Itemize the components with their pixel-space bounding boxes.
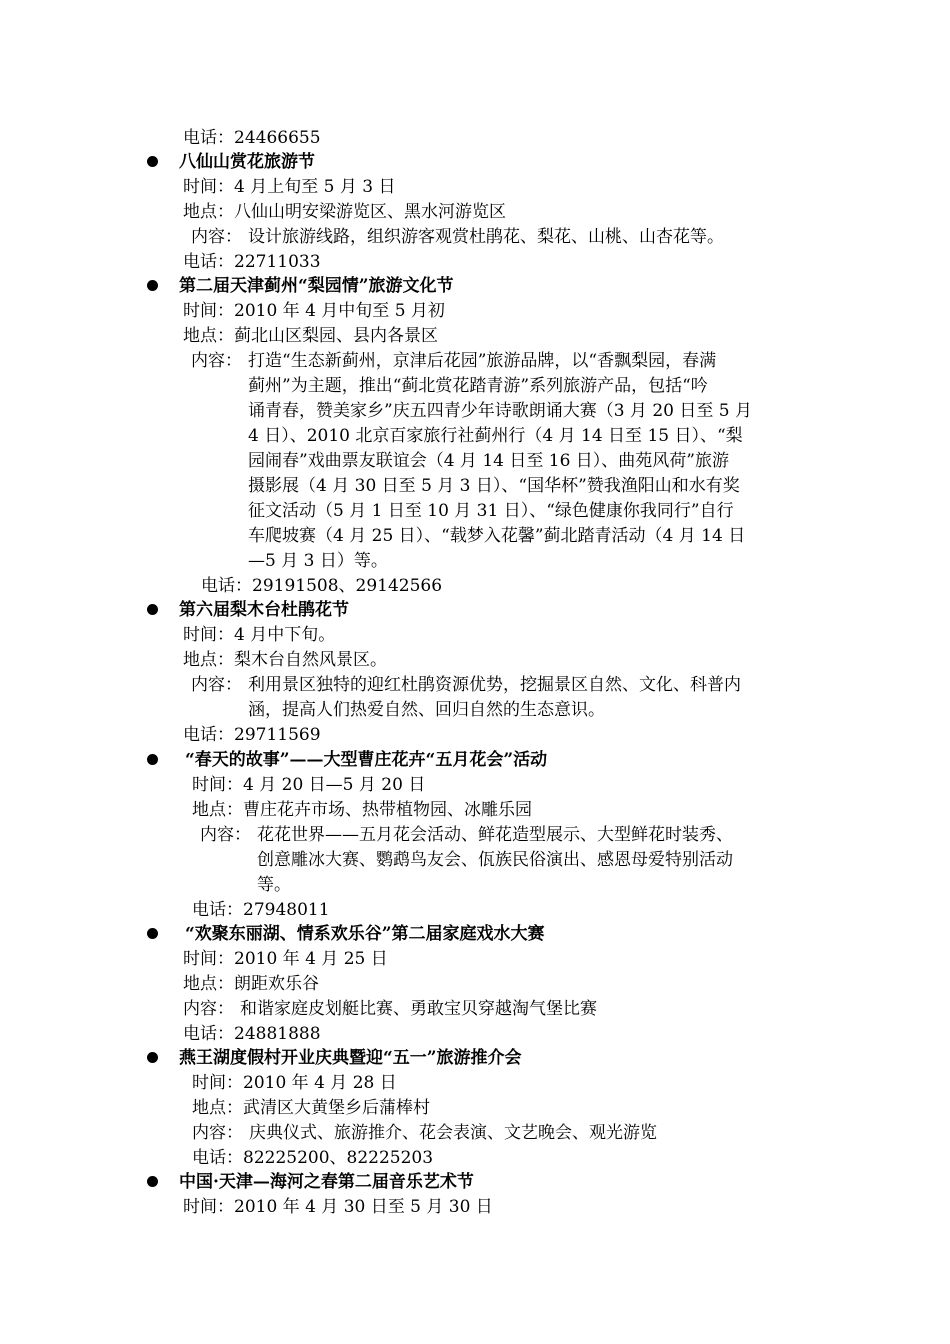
content-text-line: 4 日）、2010 北京百家旅行社蓟州行（4 月 14 日至 15 日）、“梨 <box>248 426 743 446</box>
content-text-line: 车爬坡赛（4 月 25 日）、“载梦入花馨”蓟北踏青活动（4 月 14 日 <box>248 526 746 546</box>
time-line: 时间：4 月 20 日—5 月 20 日 <box>192 775 426 795</box>
event-title: 八仙山赏花旅游节 <box>179 152 315 172</box>
content-text: 设计旅游线路，组织游客观赏杜鹃花、梨花、山桃、山杏花等。 <box>248 227 724 247</box>
content-text: 和谐家庭皮划艇比赛、勇敢宝贝穿越淘气堡比赛 <box>240 999 597 1019</box>
event-title: 燕王湖度假村开业庆典暨迎“五一”旅游推介会 <box>179 1048 522 1068</box>
content-text-line: 蓟州”为主题，推出“蓟北赏花踏青游”系列旅游产品，包括“吟 <box>248 376 708 396</box>
content-text-line: —5 月 3 日）等。 <box>248 551 388 571</box>
content-text-line: 涵，提高人们热爱自然、回归自然的生态意识。 <box>248 700 605 720</box>
place-line: 地点：八仙山明安梁游览区、黑水河游览区 <box>183 202 506 222</box>
phone-line: 电话：29711569 <box>183 725 321 745</box>
time-line: 时间：4 月上旬至 5 月 3 日 <box>183 177 396 197</box>
content-text-line: 利用景区独特的迎红杜鹃资源优势，挖掘景区自然、文化、科普内 <box>248 675 741 695</box>
bullet-icon <box>147 156 158 167</box>
bullet-icon <box>147 754 158 765</box>
content-text-line: 园闹春”戏曲票友联谊会（4 月 14 日至 16 日）、曲苑风荷”旅游 <box>248 451 729 471</box>
place-line: 地点：梨木台自然风景区。 <box>183 650 387 670</box>
phone-line: 电话：27948011 <box>192 900 330 920</box>
event-title: “欢聚东丽湖、情系欢乐谷”第二届家庭戏水大赛 <box>185 924 545 944</box>
content-label: 内容： <box>191 675 242 695</box>
phone-line: 电话：82225200、82225203 <box>192 1148 434 1168</box>
event-title: 中国·天津—海河之春第二届音乐艺术节 <box>179 1172 474 1192</box>
event-title: “春天的故事”——大型曹庄花卉“五月花会”活动 <box>185 750 548 770</box>
time-line: 时间：2010 年 4 月 30 日至 5 月 30 日 <box>183 1197 493 1217</box>
phone-line: 电话：24466655 <box>183 128 321 148</box>
place-line: 地点：曹庄花卉市场、热带植物园、冰雕乐园 <box>192 800 532 820</box>
bullet-icon <box>147 928 158 939</box>
place-line: 地点：蓟北山区梨园、县内各景区 <box>183 326 438 346</box>
content-text-line: 摄影展（4 月 30 日至 5 月 3 日）、“国华杯”赞我渔阳山和水有奖 <box>248 476 740 496</box>
event-title: 第六届梨木台杜鹃花节 <box>179 600 349 620</box>
content-text-line: 征文活动（5 月 1 日至 10 月 31 日）、“绿色健康你我同行”自行 <box>248 501 734 521</box>
content-text-line: 创意雕冰大赛、鹦鹉鸟友会、佤族民俗演出、感恩母爱特别活动 <box>257 850 733 870</box>
content-text: 庆典仪式、旅游推介、花会表演、文艺晚会、观光游览 <box>249 1123 657 1143</box>
content-label: 内容： <box>183 999 234 1019</box>
phone-line: 电话：22711033 <box>183 252 321 272</box>
time-line: 时间：2010 年 4 月中旬至 5 月初 <box>183 301 445 321</box>
content-label: 内容： <box>200 825 251 845</box>
time-line: 时间：2010 年 4 月 28 日 <box>192 1073 397 1093</box>
content-text-line: 诵青春，赞美家乡”庆五四青少年诗歌朗诵大赛（3 月 20 日至 5 月 <box>248 401 752 421</box>
content-text-line: 等。 <box>257 875 291 895</box>
time-line: 时间：4 月中下旬。 <box>183 625 336 645</box>
place-line: 地点：朗距欢乐谷 <box>183 974 319 994</box>
bullet-icon <box>147 280 158 291</box>
content-text-line: 打造“生态新蓟州，京津后花园”旅游品牌，以“香飘梨园，春满 <box>248 351 717 371</box>
bullet-icon <box>147 1176 158 1187</box>
phone-line: 电话：24881888 <box>183 1024 321 1044</box>
content-label: 内容： <box>191 227 242 247</box>
place-line: 地点：武清区大黄堡乡后蒲棒村 <box>192 1098 430 1118</box>
content-label: 内容： <box>191 351 242 371</box>
phone-line: 电话：29191508、29142566 <box>201 576 443 596</box>
bullet-icon <box>147 1052 158 1063</box>
content-text-line: 花花世界——五月花会活动、鲜花造型展示、大型鲜花时装秀、 <box>257 825 733 845</box>
content-label: 内容： <box>192 1123 243 1143</box>
bullet-icon <box>147 604 158 615</box>
time-line: 时间：2010 年 4 月 25 日 <box>183 949 388 969</box>
event-title: 第二届天津蓟州“梨园情”旅游文化节 <box>179 276 454 296</box>
